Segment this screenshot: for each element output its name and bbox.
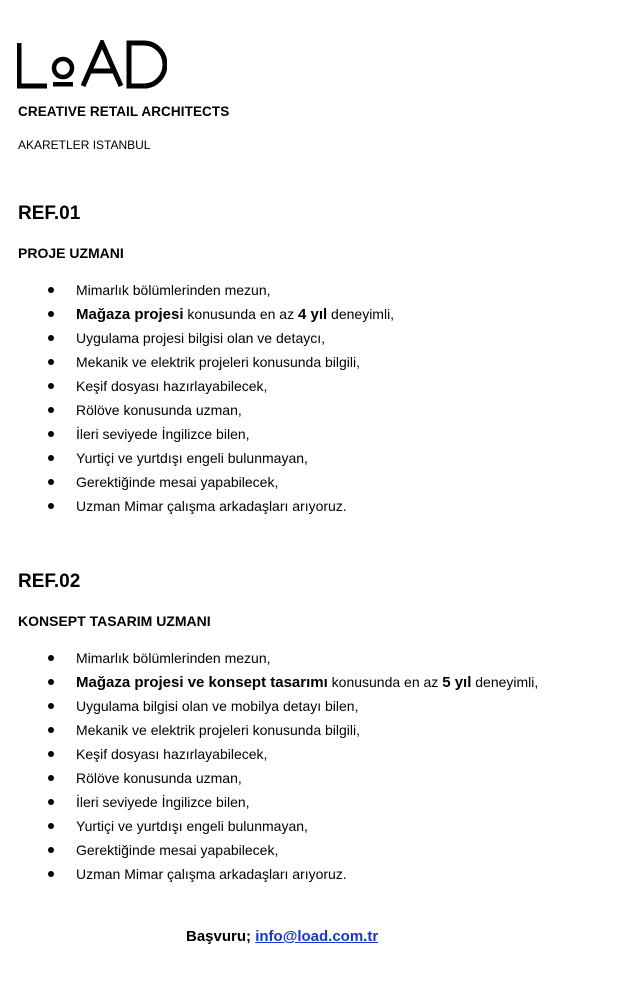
requirement-item: [0, 374, 394, 398]
requirement-item: [0, 742, 538, 766]
requirement-text: Gerektiğinde mesai yapabilecek,: [76, 842, 279, 858]
requirement-text: Mekanik ve elektrik projeleri konusunda bilgili,: [76, 354, 361, 370]
requirement-text: Uygulama bilgisi olan ve mobilya detayı bilen,: [76, 698, 359, 714]
requirement-text: Uygulama projesi bilgisi olan ve detaycı,: [76, 330, 326, 346]
company-logo: [17, 40, 167, 90]
requirement-item: [0, 470, 394, 494]
bullet-icon: [48, 823, 54, 829]
apply-email-link[interactable]: info@load.com.tr: [255, 928, 379, 945]
bullet-icon: [48, 335, 54, 341]
requirement-text: Uzman Mimar çalışma arkadaşları arıyoruz.: [76, 498, 347, 514]
requirement-item: [0, 446, 394, 470]
requirement-text: İleri seviyede İngilizce bilen,: [76, 794, 250, 810]
bullet-icon: [48, 703, 54, 709]
ref-01-heading: REF.01: [18, 203, 81, 224]
requirement-text: konusunda en az: [327, 674, 443, 690]
bullet-icon: [48, 383, 54, 389]
bullet-icon: [48, 455, 54, 461]
bullet-icon: [48, 287, 54, 293]
requirement-highlight: Mağaza projesi ve konsept tasarımı: [76, 674, 328, 691]
requirement-text: Rölöve konusunda uzman,: [76, 770, 242, 786]
requirement-item: [0, 862, 538, 886]
requirement-highlight: 5 yıl: [442, 674, 472, 691]
requirement-item: [0, 694, 538, 718]
requirement-item: [0, 766, 538, 790]
requirement-highlight: Mağaza projesi: [76, 306, 184, 323]
bullet-icon: [48, 311, 54, 317]
requirement-item: [0, 302, 394, 326]
bullet-icon: [48, 871, 54, 877]
bullet-icon: [48, 775, 54, 781]
bullet-icon: [48, 407, 54, 413]
company-tagline: CREATIVE RETAIL ARCHITECTS: [18, 104, 230, 119]
bullet-icon: [48, 679, 54, 685]
requirement-highlight: 4 yıl: [297, 306, 328, 323]
requirement-text: Keşif dosyası hazırlayabilecek,: [76, 746, 268, 762]
bullet-icon: [48, 655, 54, 661]
bullet-icon: [48, 751, 54, 757]
bullet-icon: [48, 727, 54, 733]
requirement-item: [0, 278, 394, 302]
requirement-text: Mimarlık bölümlerinden mezun,: [76, 282, 271, 298]
ref-01-requirements: [0, 278, 394, 518]
company-location: AKARETLER ISTANBUL: [18, 138, 151, 152]
bullet-icon: [48, 359, 54, 365]
requirement-text: Keşif dosyası hazırlayabilecek,: [76, 378, 268, 394]
bullet-icon: [48, 431, 54, 437]
requirement-item: [0, 494, 394, 518]
apply-label: Başvuru;: [186, 928, 252, 945]
ref-02-heading: REF.02: [18, 571, 81, 592]
bullet-icon: [48, 847, 54, 853]
requirement-item: [0, 790, 538, 814]
requirement-text: Yurtiçi ve yurtdışı engeli bulunmayan,: [76, 450, 308, 466]
requirement-text: Gerektiğinde mesai yapabilecek,: [76, 474, 279, 490]
requirement-text: Uzman Mimar çalışma arkadaşları arıyoruz.: [76, 866, 347, 882]
requirement-item: [0, 350, 394, 374]
ref-02-title: KONSEPT TASARIM UZMANI: [18, 613, 211, 629]
requirement-text: Rölöve konusunda uzman,: [76, 402, 242, 418]
ref-02-requirements: [0, 646, 538, 886]
requirement-item: [0, 422, 394, 446]
requirement-text: deneyimli,: [327, 306, 395, 322]
requirement-item: [0, 326, 394, 350]
requirement-text: Mekanik ve elektrik projeleri konusunda bilgili,: [76, 722, 361, 738]
requirement-text: Yurtiçi ve yurtdışı engeli bulunmayan,: [76, 818, 308, 834]
requirement-text: deneyimli,: [471, 674, 539, 690]
requirement-text: İleri seviyede İngilizce bilen,: [76, 426, 250, 442]
requirement-text: Mimarlık bölümlerinden mezun,: [76, 650, 271, 666]
requirement-item: [0, 718, 538, 742]
bullet-icon: [48, 503, 54, 509]
requirement-item: [0, 670, 538, 694]
apply-line: [186, 928, 378, 945]
requirement-item: [0, 838, 538, 862]
requirement-item: [0, 646, 538, 670]
requirement-item: [0, 398, 394, 422]
ref-01-title: PROJE UZMANI: [18, 245, 124, 261]
requirement-text: konusunda en az: [183, 306, 298, 322]
bullet-icon: [48, 479, 54, 485]
requirement-item: [0, 814, 538, 838]
bullet-icon: [48, 799, 54, 805]
